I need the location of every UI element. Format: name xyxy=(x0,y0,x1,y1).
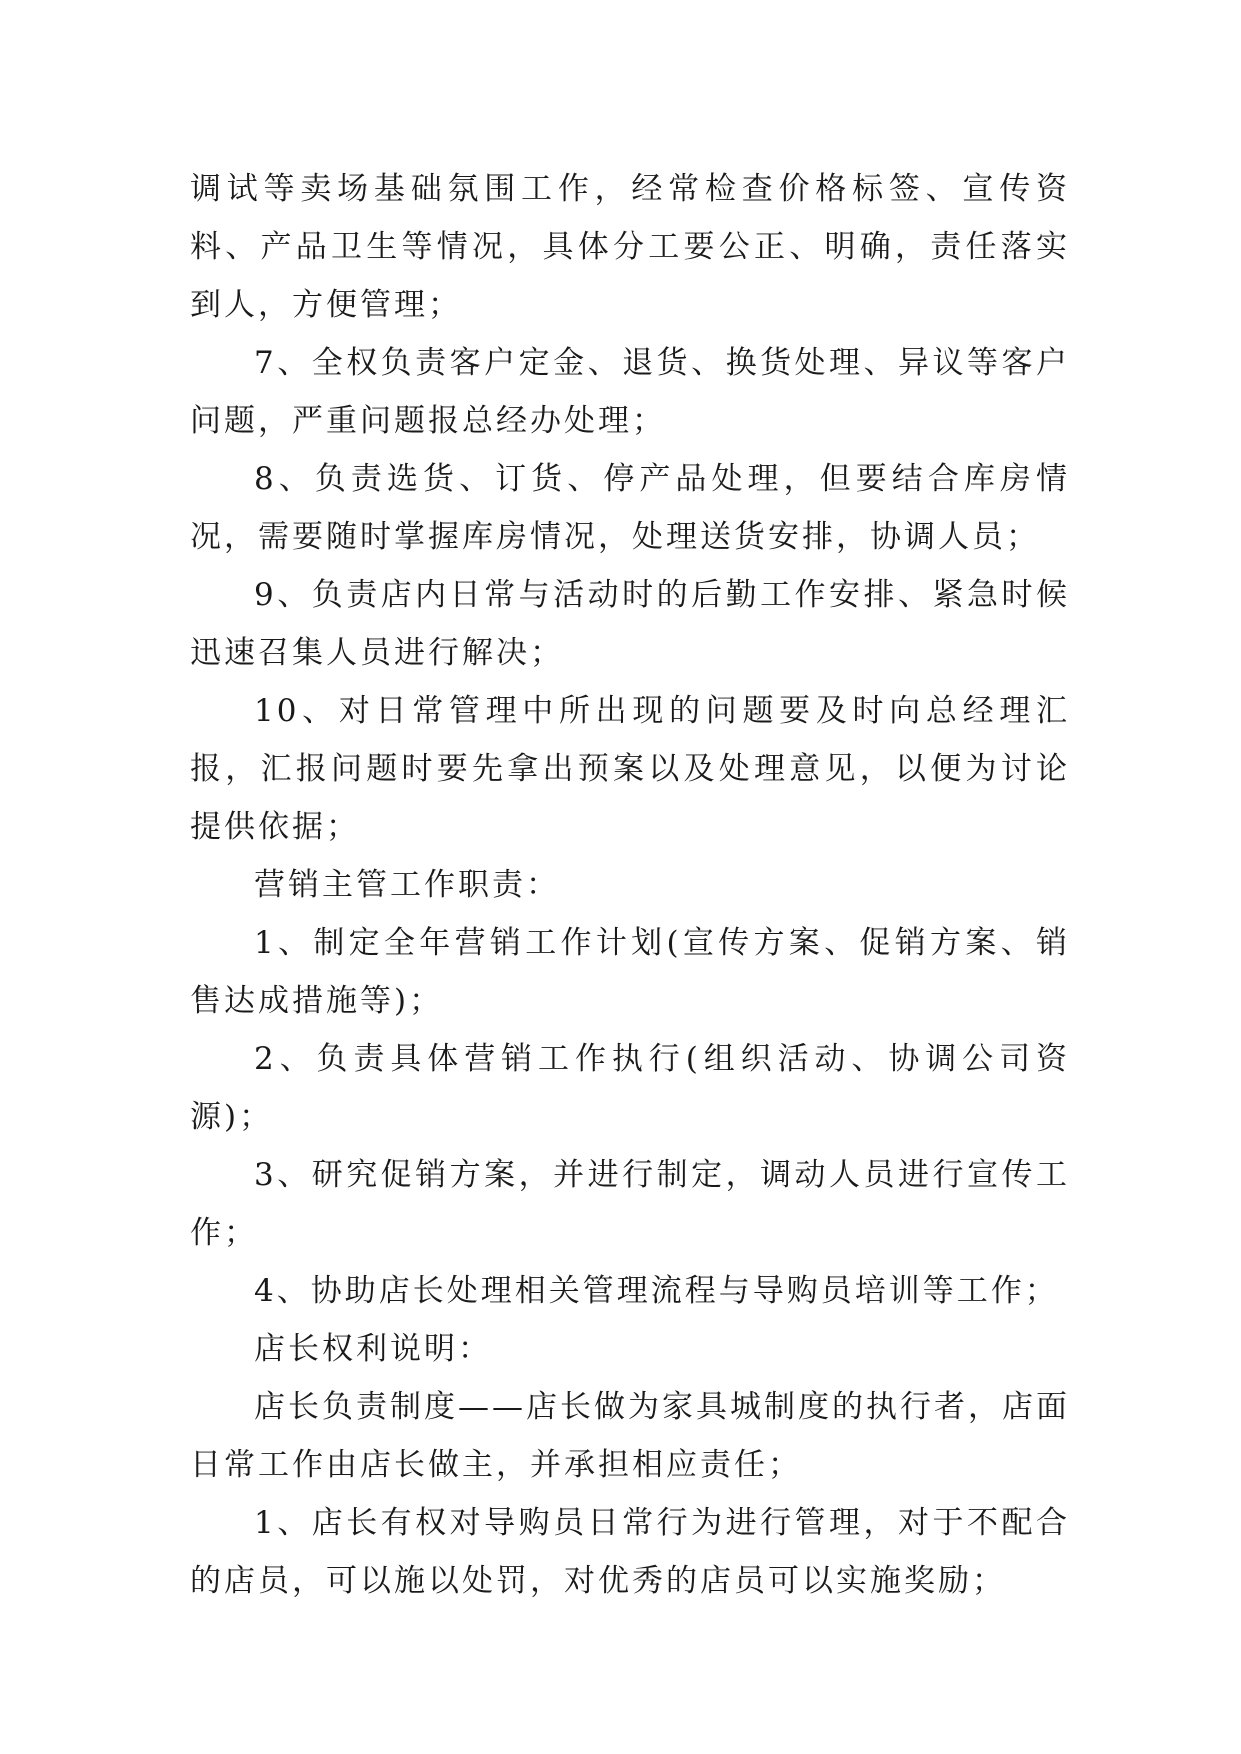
paragraph-marketing-item-4: 4、协助店长处理相关管理流程与导购员培训等工作； xyxy=(254,1273,1059,1309)
paragraph-marketing-item-1: 1、制定全年营销工作计划(宣传方案、促销方案、销售达成措施等)； xyxy=(190,925,1070,1019)
paragraph-item-8: 8、负责选货、订货、停产品处理，但要结合库房情况，需要随时掌握库房情况，处理送货安排，协调人员； xyxy=(190,461,1070,555)
paragraph-marketing-item-2: 2、负责具体营销工作执行(组织活动、协调公司资源)； xyxy=(190,1041,1070,1135)
paragraph-continuation: 调试等卖场基础氛围工作，经常检查价格标签、宣传资料、产品卫生等情况，具体分工要公正、明确，责任落实到人，方便管理； xyxy=(190,171,1070,323)
paragraph-item-10: 10、对日常管理中所出现的问题要及时向总经理汇报，汇报问题时要先拿出预案以及处理意见，以便为讨论提供依据； xyxy=(190,693,1070,845)
paragraph-marketing-item-3: 3、研究促销方案，并进行制定，调动人员进行宣传工作； xyxy=(190,1157,1070,1251)
paragraph-rights-item-1: 1、店长有权对导购员日常行为进行管理，对于不配合的店员，可以施以处罚，对优秀的店员可以实施奖励； xyxy=(190,1505,1070,1599)
paragraph-item-9: 9、负责店内日常与活动时的后勤工作安排、紧急时候迅速召集人员进行解决； xyxy=(190,577,1070,671)
document-body xyxy=(190,160,1070,1610)
paragraph-item-7: 7、全权负责客户定金、退货、换货处理、异议等客户问题，严重问题报总经办处理； xyxy=(190,345,1070,439)
section-heading-store-manager-rights: 店长权利说明： xyxy=(254,1331,492,1367)
paragraph-manager-responsibility-system: 店长负责制度——店长做为家具城制度的执行者，店面日常工作由店长做主，并承担相应责任； xyxy=(190,1389,1070,1483)
section-heading-marketing-supervisor: 营销主管工作职责： xyxy=(254,867,560,903)
